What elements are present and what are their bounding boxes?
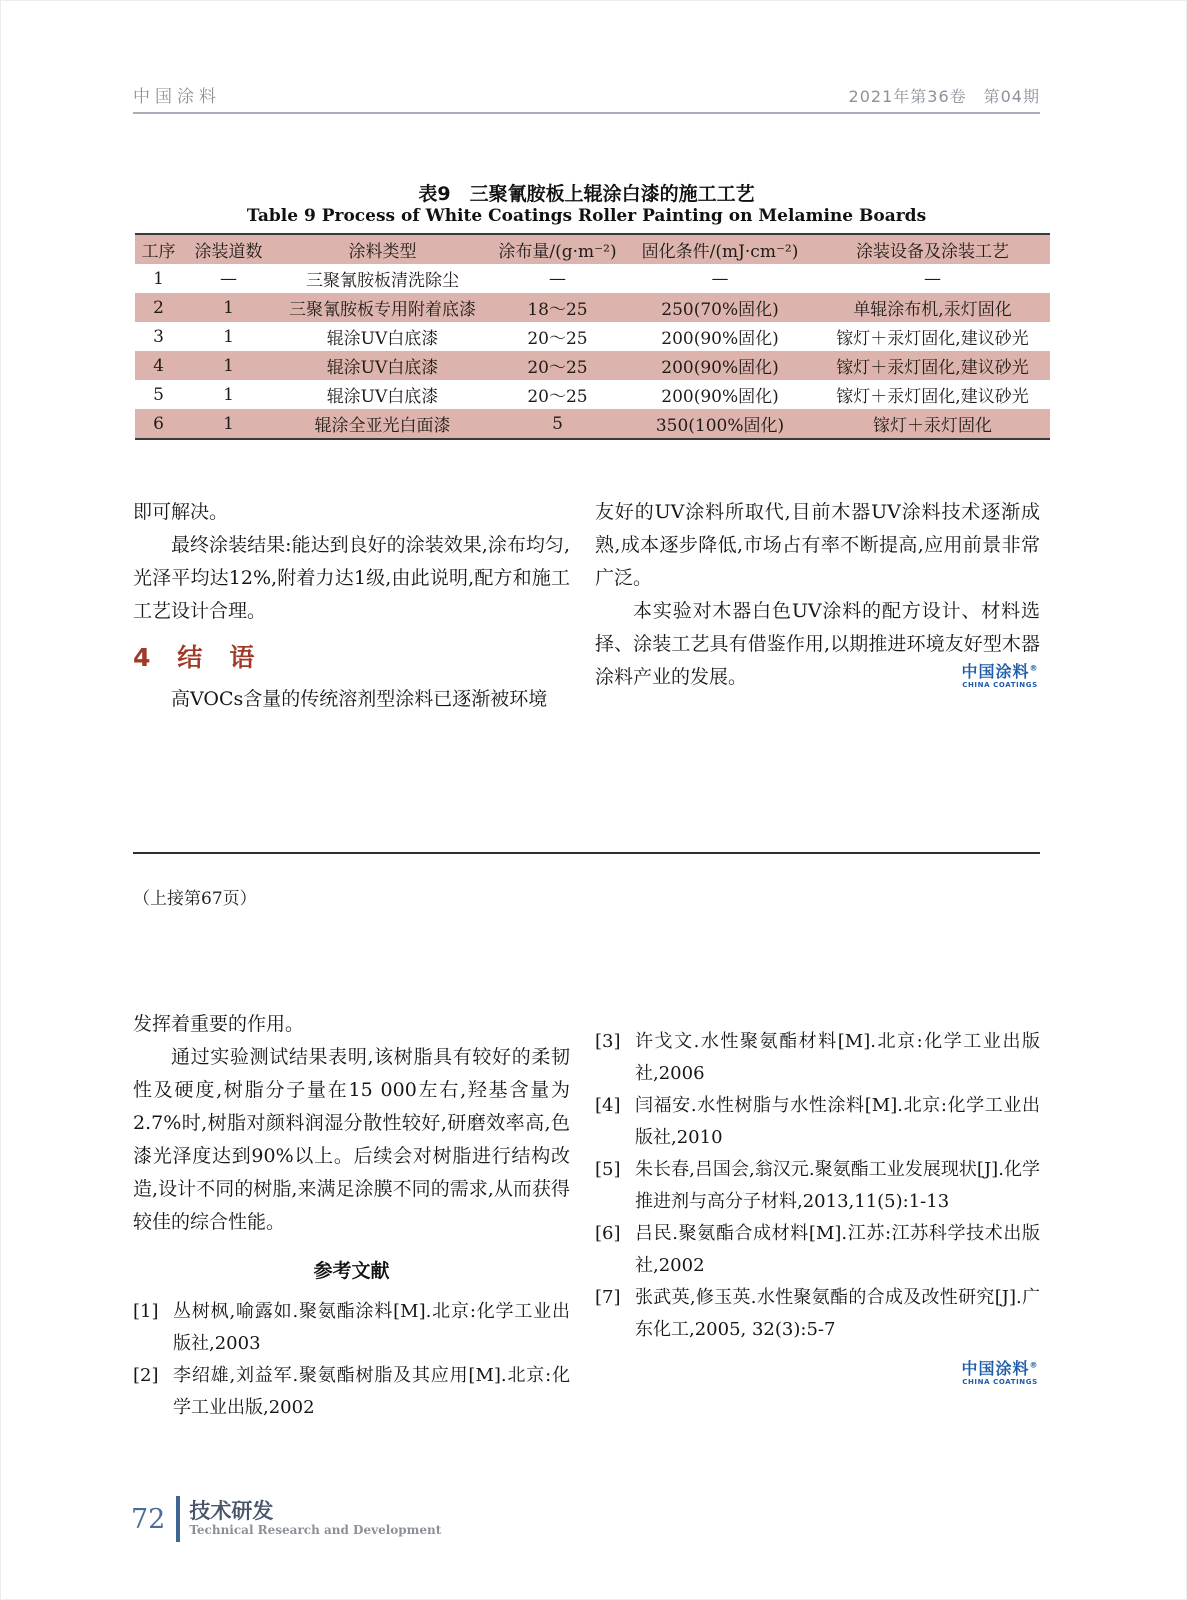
cell: — (924, 268, 941, 289)
registered-mark: ® (1029, 663, 1039, 673)
cell: 1 (223, 384, 234, 405)
cell: 250(70%固化) (661, 300, 779, 320)
cell: 三聚氰胺板专用附着底漆 (289, 300, 476, 320)
col-header: 固化条件/(mJ·cm⁻²) (641, 242, 799, 262)
cell: — (549, 268, 566, 289)
reference-text: 闫福安.水性树脂与水性涂料[M].北京:化学工业出版社,2010 (635, 1095, 1040, 1148)
reference-item (595, 1282, 1040, 1346)
cell: 2 (153, 297, 164, 318)
logo-text-cn: 中国涂料® (961, 662, 1039, 681)
logo-text-en: CHINA COATINGS (962, 681, 1038, 690)
reference-item (133, 1296, 570, 1360)
footer-section-cn: 技术研发 (189, 1499, 274, 1524)
body-column-right-2 (595, 1026, 1040, 1346)
reference-item (133, 1360, 570, 1424)
reference-text: 丛树枫,喻露如.聚氨酯涂料[M].北京:化学工业出版社,2003 (173, 1301, 570, 1354)
cell: 200(90%固化) (661, 387, 779, 407)
paragraph: 高VOCs含量的传统溶剂型涂料已逐渐被环境 (171, 688, 548, 710)
cell: 辊涂UV白底漆 (326, 387, 439, 407)
table-row (135, 322, 1050, 351)
continuation-note: （上接第67页） (133, 889, 257, 909)
reference-number: [2] (133, 1365, 159, 1386)
reference-text: 李绍雄,刘益军.聚氨酯树脂及其应用[M].北京:化学工业出版,2002 (173, 1365, 570, 1418)
body-column-left-2 (133, 1008, 570, 1424)
cell: 1 (223, 297, 234, 318)
paragraph: 友好的UV涂料所取代,目前木器UV涂料技术逐渐成熟,成本逐步降低,市场占有率不断提高,应用前景非常广泛。 (595, 501, 1040, 589)
page-footer (131, 1496, 441, 1542)
cell: 6 (153, 413, 164, 434)
cell: 镓灯＋汞灯固化,建议砂光 (836, 387, 1029, 407)
cell: 三聚氰胺板清洗除尘 (306, 271, 459, 291)
registered-mark: ® (1029, 1360, 1039, 1370)
cell: 1 (223, 326, 234, 347)
reference-item (595, 1090, 1040, 1154)
reference-text: 吕民.聚氨酯合成材料[M].江苏:江苏科学技术出版社,2002 (635, 1223, 1040, 1276)
cell: 20～25 (527, 387, 588, 407)
reference-item (595, 1154, 1040, 1218)
china-coatings-logo (960, 663, 1040, 689)
cell: 单辊涂布机,汞灯固化 (853, 300, 1012, 320)
cell: — (711, 268, 729, 289)
cell: 350(100%固化) (655, 416, 785, 436)
cell: 5 (552, 413, 563, 434)
reference-number: [3] (595, 1031, 621, 1052)
reference-text: 许戈文.水性聚氨酯材料[M].北京:化学工业出版社,2006 (635, 1031, 1040, 1084)
cell: 辊涂全亚光白面漆 (314, 416, 451, 436)
cell: 20～25 (527, 329, 588, 349)
cell: 200(90%固化) (661, 329, 779, 349)
cell: 20～25 (527, 358, 588, 378)
references-heading: 参考文献 (313, 1260, 390, 1282)
cell: — (220, 268, 237, 289)
body-column-left (133, 496, 570, 716)
table-row (135, 380, 1050, 409)
reference-text: 朱长春,吕国会,翁汉元.聚氨酯工业发展现状[J].化学推进剂与高分子材料,2013,11(5):1-13 (635, 1159, 1040, 1212)
logo-text-en: CHINA COATINGS (962, 1378, 1038, 1387)
reference-item (595, 1026, 1040, 1090)
cell: 5 (153, 384, 164, 405)
footer-divider-bar (176, 1496, 180, 1542)
reference-number: [1] (133, 1301, 159, 1322)
cell: 辊涂UV白底漆 (326, 329, 439, 349)
cell: 镓灯＋汞灯固化,建议砂光 (836, 329, 1029, 349)
table-header-row (135, 234, 1050, 264)
cell: 镓灯＋汞灯固化,建议砂光 (836, 358, 1029, 378)
reference-number: [4] (595, 1095, 621, 1116)
china-coatings-logo (960, 1360, 1040, 1386)
cell: 1 (153, 268, 164, 289)
reference-text: 张武英,修玉英.水性聚氨酯的合成及改性研究[J].广东化工,2005, 32(3):5-7 (635, 1287, 1040, 1340)
cell: 辊涂UV白底漆 (326, 358, 439, 378)
col-header: 涂装设备及涂装工艺 (856, 242, 1009, 262)
cell: 镓灯＋汞灯固化 (873, 416, 992, 436)
cell: 3 (153, 326, 164, 347)
cell: 4 (153, 355, 164, 376)
col-header: 涂布量/(g·m⁻²) (498, 242, 617, 262)
process-table (135, 233, 1050, 440)
cell: 18～25 (527, 300, 588, 320)
table-title-en: Table 9 Process of White Coatings Roller Painting on Melamine Boards (246, 206, 927, 226)
col-header: 涂装道数 (194, 242, 263, 262)
paragraph: 最终涂装结果:能达到良好的涂装效果,涂布均匀,光泽平均达12%,附着力达1级,由此说明,配方和施工工艺设计合理。 (133, 534, 570, 622)
paragraph: 本实验对木器白色UV涂料的配方设计、材料选择、涂装工艺具有借鉴作用,以期推进环境友好型木器涂料产业的发展。 (595, 600, 1040, 688)
reference-item (595, 1218, 1040, 1282)
footer-section (189, 1499, 441, 1539)
journal-header (133, 82, 1040, 114)
logo-text-cn: 中国涂料® (961, 1359, 1039, 1378)
paragraph: 通过实验测试结果表明,该树脂具有较好的柔韧性及硬度,树脂分子量在15 000左右,羟基含量为2.7%时,树脂对颜料润湿分散性较好,研磨效率高,色漆光泽度达到90%以上。后续会对树脂进行结构改造,设计不同的树脂,来满足涂膜不同的需求,从而获得较佳的综合性能。 (133, 1046, 570, 1233)
section-heading-conclusion: 4 结 语 (133, 643, 256, 672)
cell: 1 (223, 413, 234, 434)
table-row (135, 293, 1050, 322)
paragraph: 发挥着重要的作用。 (133, 1013, 305, 1035)
table-title-cn: 表9 三聚氰胺板上辊涂白漆的施工工艺 (418, 183, 755, 205)
footer-section-en: Technical Research and Development (189, 1523, 442, 1538)
cell: 200(90%固化) (661, 358, 779, 378)
col-header: 工序 (141, 242, 176, 262)
reference-number: [5] (595, 1159, 621, 1180)
paragraph: 即可解决。 (133, 501, 229, 523)
table-row (135, 351, 1050, 380)
cell: 1 (223, 355, 234, 376)
journal-title: 中国涂料 (133, 87, 221, 107)
reference-number: [6] (595, 1223, 621, 1244)
page-number: 72 (131, 1503, 166, 1535)
article-divider (133, 852, 1040, 854)
reference-number: [7] (595, 1287, 621, 1308)
table-row (135, 264, 1050, 293)
issue-info: 2021年第36卷 第04期 (848, 87, 1040, 106)
table-row (135, 409, 1050, 439)
col-header: 涂料类型 (348, 242, 417, 262)
